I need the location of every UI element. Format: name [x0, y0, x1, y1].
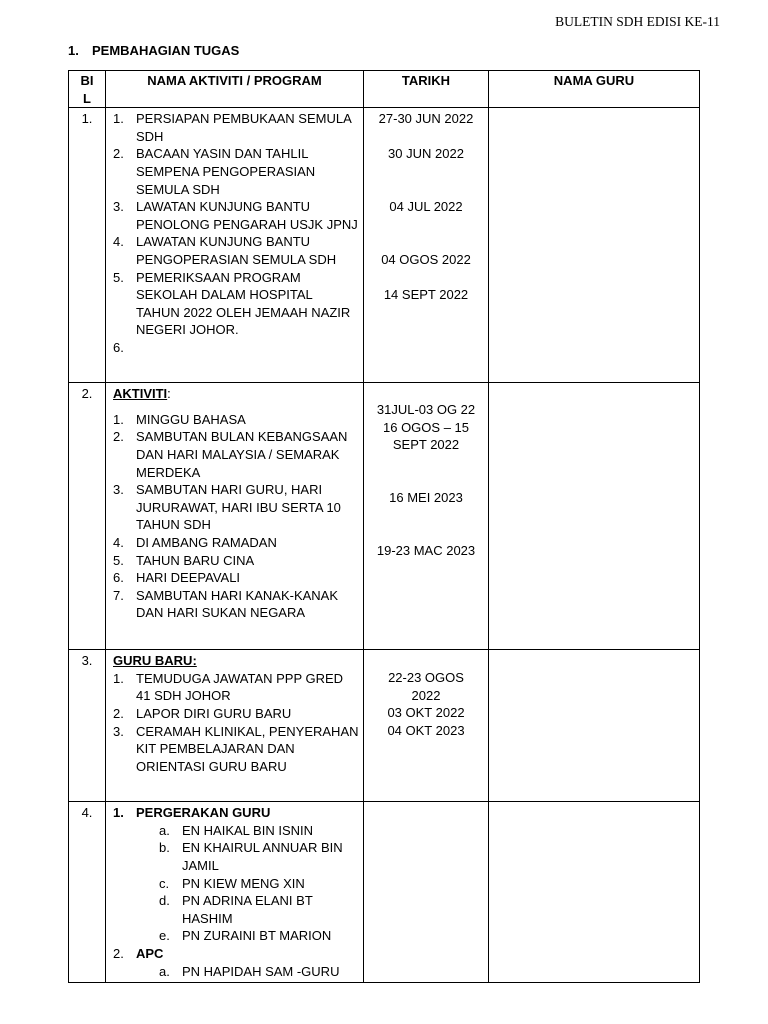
list-item: 2. LAPOR DIRI GURU BARU [113, 705, 292, 721]
date-text: 19-23 MAC 2023 [376, 542, 476, 558]
list-item: 1. TEMUDUGA JAWATAN PPP GRED 41 SDH JOHOR [113, 670, 344, 704]
row-bil: 1. [69, 108, 106, 383]
row-nama-guru [489, 802, 700, 983]
table-row [69, 802, 700, 983]
list-item: 2. SAMBUTAN BULAN KEBANGSAAN DAN HARI MALAYSIA / SEMARAK MERDEKA [113, 429, 348, 480]
sub-list-item: e. PN ZURAINI BT MARION [159, 928, 332, 944]
row-aktiviti [106, 108, 364, 383]
sub-list-item: d. PN ADRINA ELANI BT HASHIM [159, 893, 313, 926]
sub-list-item: a. EN HAIKAL BIN ISNIN [159, 822, 313, 838]
sub-list-item: a. PN HAPIDAH SAM -GURU [159, 963, 340, 979]
list-item: 7. SAMBUTAN HARI KANAK-KANAK DAN HARI SUKAN NEGARA [113, 587, 339, 621]
date-text: 04 OGOS 2022 [381, 251, 471, 267]
list-item: 3. SAMBUTAN HARI GURU, HARI JURURAWAT, HARI IBU SERTA 10 TAHUN SDH [113, 482, 341, 533]
row-bil: 2. [69, 383, 106, 650]
list-item: 2. APC [113, 945, 164, 961]
list-item: 1. PERSIAPAN PEMBUKAAN SEMULA SDH [113, 111, 352, 144]
activity-list [113, 670, 359, 776]
date-text: 16 MEI 2023 [389, 490, 463, 506]
activity-list [113, 945, 359, 963]
table-row [69, 650, 700, 802]
row-nama-guru [489, 650, 700, 802]
table-row [69, 108, 700, 383]
table-header-row [69, 71, 700, 108]
row-tarikh [364, 650, 489, 802]
row-tarikh [364, 802, 489, 983]
sub-list [113, 963, 359, 981]
date-text: 30 JUN 2022 [388, 146, 464, 162]
section-heading [68, 43, 239, 58]
sub-list-item: c. PN KIEW MENG XIN [159, 875, 305, 891]
col-header-nama-guru: NAMA GURU [489, 71, 700, 108]
row-nama-guru [489, 108, 700, 383]
row-bil: 3. [69, 650, 106, 802]
row-nama-guru [489, 383, 700, 650]
group-title: APC [136, 945, 164, 961]
list-item: 6. [113, 339, 124, 355]
col-header-bil: BI L [69, 71, 106, 108]
list-item: 2. BACAAN YASIN DAN TAHLIL SEMPENA PENGOPERASIAN SEMULA SDH [113, 146, 316, 197]
date-text: 16 OGOS – 15 SEPT 2022 [383, 419, 469, 453]
list-item: 3. LAWATAN KUNJUNG BANTU PENOLONG PENGARAH USJK JPNJ [113, 199, 358, 232]
list-item: 6. HARI DEEPAVALI [113, 570, 241, 586]
list-item: 1. MINGGU BAHASA [113, 411, 246, 427]
activity-list [113, 411, 359, 622]
date-text: 22-23 OGOS 2022 [388, 670, 464, 703]
date-text: 31JUL-03 OG 22 [376, 402, 476, 418]
group-title: PERGERAKAN GURU [136, 805, 271, 821]
section-title: PEMBAHAGIAN TUGAS [92, 43, 240, 58]
list-item: 5. PEMERIKSAAN PROGRAM SEKOLAH DALAM HOSPITAL TAHUN 2022 OLEH JEMAAH NAZIR NEGERI JOHOR. [113, 269, 351, 338]
col-header-aktiviti: NAMA AKTIVITI / PROGRAM [106, 71, 364, 108]
row-heading: GURU BARU: [113, 653, 197, 669]
list-item: 1. PERGERAKAN GURU [113, 805, 271, 821]
activity-list [113, 804, 359, 822]
date-text: 04 JUL 2022 [389, 199, 463, 215]
page-header: BULETIN SDH EDISI KE-11 [555, 14, 720, 29]
row-aktiviti [106, 383, 364, 650]
sub-list [113, 822, 359, 945]
date-text: 14 SEPT 2022 [383, 287, 469, 303]
list-item: 5. TAHUN BARU CINA [113, 552, 255, 568]
date-text: 27-30 JUN 2022 [378, 111, 474, 127]
row-heading: AKTIVITI: [113, 386, 171, 402]
table-row [69, 383, 700, 650]
row-bil: 4. [69, 802, 106, 983]
date-text: 04 OKT 2023 [387, 722, 465, 738]
row-tarikh [364, 383, 489, 650]
section-number: 1. [68, 43, 79, 58]
task-table [68, 70, 700, 983]
sub-list-item: b. EN KHAIRUL ANNUAR BIN JAMIL [159, 840, 343, 873]
list-item: 4. DI AMBANG RAMADAN [113, 534, 277, 550]
list-item: 3. CERAMAH KLINIKAL, PENYERAHAN KIT PEMBELAJARAN DAN ORIENTASI GURU BARU [113, 723, 359, 774]
list-item: 4. LAWATAN KUNJUNG BANTU PENGOPERASIAN SEMULA SDH [113, 234, 337, 267]
row-aktiviti [106, 650, 364, 802]
activity-list [113, 110, 359, 356]
col-header-tarikh: TARIKH [364, 71, 489, 108]
row-aktiviti [106, 802, 364, 983]
date-text: 03 OKT 2022 [387, 705, 465, 721]
row-tarikh [364, 108, 489, 383]
